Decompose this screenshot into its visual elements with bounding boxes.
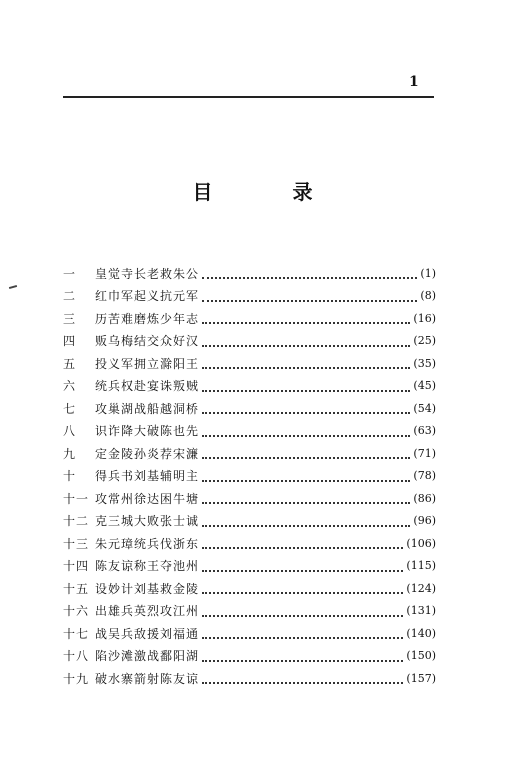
toc-entry[interactable] [63,307,436,330]
toc-entry[interactable] [63,600,436,623]
toc-entry[interactable] [63,285,436,308]
toc-leader-dots [202,380,410,392]
toc-entry-number: 二 [63,289,77,304]
toc-leader-dots [202,425,410,437]
toc-entry-title: 攻常州徐达困牛塘 [95,491,200,506]
toc-entry-number: 六 [63,379,77,394]
toc-list [63,262,436,690]
toc-entry-page: (96) [413,514,436,528]
toc-entry-number: 七 [63,401,77,416]
toc-entry-page: (131) [406,604,436,618]
toc-leader-dots [202,515,410,527]
toc-entry-number: 十六 [63,604,90,619]
toc-entry-title: 战吴兵敌援刘福通 [95,626,200,641]
toc-entry[interactable] [63,487,436,510]
toc-leader-dots [202,650,403,662]
toc-entry-number: 十二 [63,514,90,529]
stray-mark [9,285,17,289]
toc-entry-page: (78) [413,469,436,483]
toc-entry-page: (25) [413,334,436,348]
toc-entry-title: 攻巢湖战船越洞桥 [95,401,200,416]
toc-entry[interactable] [63,532,436,555]
toc-leader-dots [202,312,410,324]
toc-entry-number: 十一 [63,491,90,506]
toc-leader-dots [202,627,403,639]
toc-entry[interactable] [63,555,436,578]
toc-entry[interactable] [63,330,436,353]
toc-leader-dots [202,402,410,414]
toc-entry-title: 克三城大败张士诚 [95,514,200,529]
toc-leader-dots [202,470,410,482]
toc-entry-page: (124) [406,581,436,595]
toc-entry-number: 五 [63,356,77,371]
toc-leader-dots [202,537,403,549]
toc-entry[interactable] [63,622,436,645]
toc-entry[interactable] [63,645,436,668]
toc-entry-page: (115) [406,559,436,573]
toc-entry-page: (35) [413,356,436,370]
toc-entry[interactable] [63,262,436,285]
toc-leader-dots [202,582,403,594]
toc-entry-page: (16) [413,311,436,325]
toc-leader-dots [202,492,410,504]
toc-entry[interactable] [63,442,436,465]
toc-entry-number: 一 [63,266,77,281]
toc-entry-page: (106) [406,536,436,550]
toc-entry-title: 陷沙滩激战鄱阳湖 [95,649,200,664]
toc-entry-title: 历苦难磨炼少年志 [95,311,200,326]
page-number: 1 [409,74,419,90]
toc-entry-title: 陈友谅称王夺池州 [95,559,200,574]
toc-entry-title: 定金陵孙炎荐宋濂 [95,446,200,461]
toc-entry-title: 破水寨箭射陈友谅 [95,671,200,686]
toc-leader-dots [202,335,410,347]
toc-entry-title: 贩乌梅结交众好汉 [95,334,200,349]
toc-entry-number: 十五 [63,581,90,596]
toc-entry-page: (140) [406,626,436,640]
toc-leader-dots [202,672,403,684]
toc-entry[interactable] [63,352,436,375]
toc-entry-page: (157) [406,671,436,685]
toc-entry[interactable] [63,397,436,420]
toc-entry-page: (71) [413,446,436,460]
toc-entry-number: 十三 [63,536,90,551]
toc-leader-dots [202,447,410,459]
toc-leader-dots [202,267,417,279]
toc-entry[interactable] [63,465,436,488]
toc-entry-number: 十九 [63,671,90,686]
toc-entry-number: 十四 [63,559,90,574]
toc-entry-title: 得兵书刘基辅明主 [95,469,200,484]
toc-leader-dots [202,560,403,572]
toc-entry-page: (54) [413,401,436,415]
toc-leader-dots [202,605,403,617]
toc-entry-page: (45) [413,379,436,393]
toc-entry[interactable] [63,510,436,533]
toc-entry-number: 十七 [63,626,90,641]
toc-entry-title: 统兵权赴宴诛叛贼 [95,379,200,394]
toc-entry-title: 皇觉寺长老救朱公 [95,266,200,281]
toc-entry-title: 朱元璋统兵伐浙东 [95,536,200,551]
toc-entry-title: 出雄兵英烈攻江州 [95,604,200,619]
toc-title: 目 录 [192,180,343,204]
toc-entry-number: 四 [63,334,77,349]
toc-entry-number: 十八 [63,649,90,664]
toc-entry-page: (63) [413,424,436,438]
toc-entry-page: (1) [420,266,436,280]
toc-entry-title: 识诈降大破陈也先 [95,424,200,439]
toc-leader-dots [202,290,417,302]
toc-entry[interactable] [63,577,436,600]
toc-entry[interactable] [63,375,436,398]
toc-entry-number: 九 [63,446,77,461]
toc-entry-page: (150) [406,649,436,663]
toc-entry-title: 设妙计刘基救金陵 [95,581,200,596]
toc-entry-number: 三 [63,311,77,326]
toc-entry[interactable] [63,667,436,690]
toc-leader-dots [202,357,410,369]
toc-entry-title: 红巾军起义抗元军 [95,289,200,304]
toc-entry-page: (86) [413,491,436,505]
toc-entry[interactable] [63,420,436,443]
toc-entry-title: 投义军拥立滁阳王 [95,356,200,371]
toc-entry-number: 八 [63,424,77,439]
header-rule [63,96,434,98]
toc-entry-page: (8) [420,289,436,303]
toc-entry-number: 十 [63,469,77,484]
